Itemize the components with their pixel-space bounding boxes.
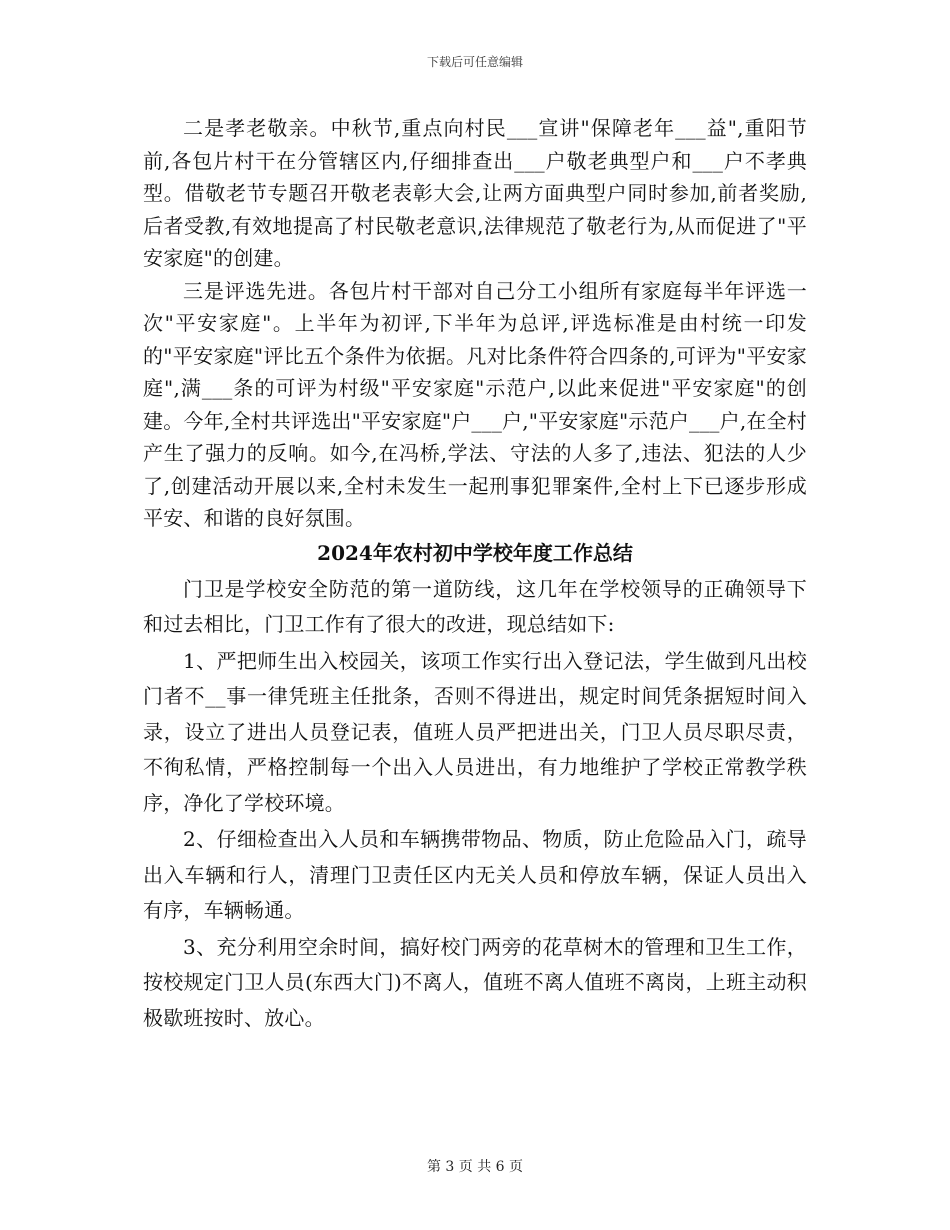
- paragraph-item-1: 1、严把师生出入校园关，该项工作实行出入登记法，学生做到凡出校门者不__事一律凭班主任批条，否则不得进出，规定时间凭条据短时间入录，设立了进出人员登记表，值班人员严把进出关，门卫人员尽职尽责，不徇私情，严格控制每一个出入人员进出，有力地维护了学校正常教学秩序，净化了学校环境。: [143, 648, 807, 815]
- paragraph-selection: 三是评选先进。各包片村干部对自己分工小组所有家庭每半年评选一次"平安家庭"。上半年为初评,下半年为总评,评选标准是由村统一印发的"平安家庭"评比五个条件为依据。凡对比条件符合四条的,可评为"平安家庭",满___条的可评为村级"平安家庭"示范户,以此来促进"平安家庭"的创建。今年,全村共评选出"平安家庭"户___户,"平安家庭"示范户___户,在全村产生了强力的反响。如今,在冯桥,学法、守法的人多了,违法、犯法的人少了,创建活动开展以来,全村未发生一起刑事犯罪案件,全村上下已逐步形成平安、和谐的良好氛围。: [143, 278, 807, 530]
- page-header-note: 下载后可任意编辑: [426, 55, 523, 69]
- paragraph-filial-piety: 二是孝老敬亲。中秋节,重点向村民___宣讲"保障老年___益",重阳节前,各包片村干在分管辖区内,仔细排查出___户敬老典型户和___户不孝典型。借敬老节专题召开敬老表彰大会,让两方面典型户同时参加,前者奖励,后者受教,有效地提高了村民敬老意识,法律规范了敬老行为,从而促进了"平安家庭"的创建。: [143, 116, 807, 270]
- section-title: 2024年农村初中学校年度工作总结: [317, 540, 633, 565]
- paragraph-item-2: 2、仔细检查出入人员和车辆携带物品、物质，防止危险品入门，疏导出入车辆和行人，清理门卫责任区内无关人员和停放车辆，保证人员出入有序，车辆畅通。: [143, 827, 807, 922]
- page-number-footer: 第 3 页 共 6 页: [426, 1159, 524, 1175]
- paragraph-intro: 门卫是学校安全防范的第一道防线，这几年在学校领导的正确领导下和过去相比，门卫工作有了很大的改进，现总结如下:: [143, 576, 807, 636]
- paragraph-item-3: 3、充分利用空余时间，搞好校门两旁的花草树木的管理和卫生工作，按校规定门卫人员(东西大门)不离人，值班不离人值班不离岗，上班主动积极歇班按时、放心。: [143, 934, 807, 1030]
- document-body: [143, 112, 807, 1036]
